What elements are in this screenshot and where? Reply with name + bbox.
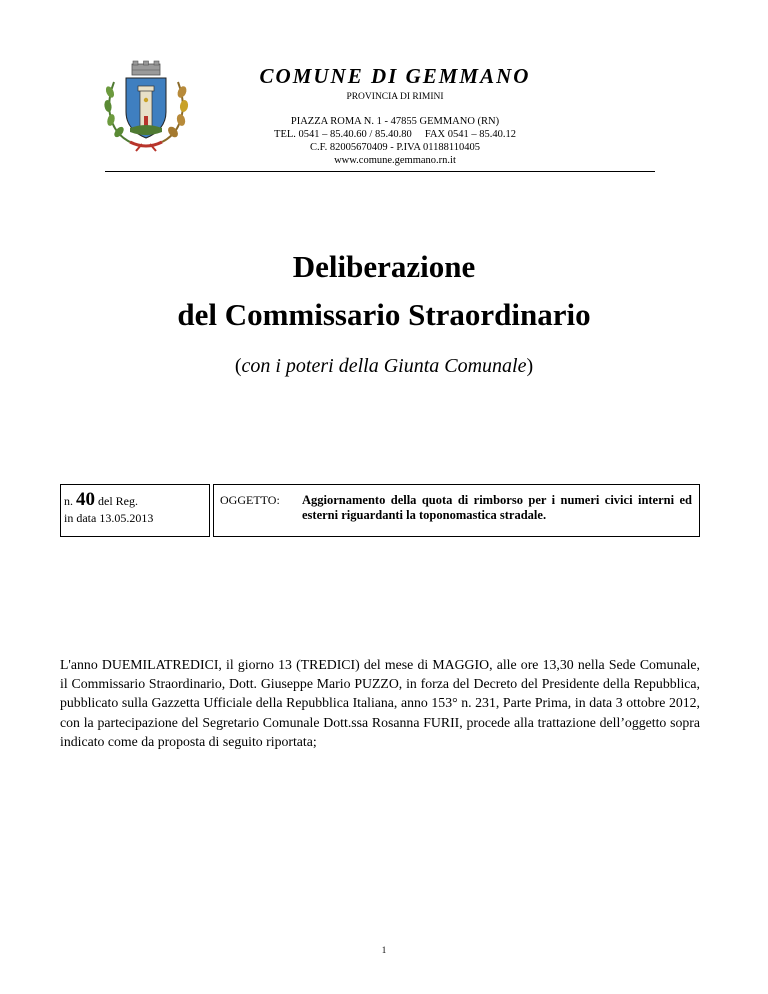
letterhead <box>200 64 590 167</box>
subtitle-text: con i poteri della Giunta Comunale <box>241 355 527 377</box>
municipal-coat-of-arms-icon <box>100 60 192 152</box>
subject-label: OGGETTO: <box>220 493 280 507</box>
subtitle-open-paren: ( <box>234 355 242 377</box>
document-subtitle <box>0 355 768 378</box>
register-date: in data 13.05.2013 <box>64 511 154 525</box>
register-suffix: del Reg. <box>98 494 138 508</box>
contact-block <box>200 115 590 167</box>
phone-label: TEL. <box>274 129 296 140</box>
town-name: COMUNE DI GEMMANO <box>259 64 531 88</box>
subject-box <box>213 484 700 537</box>
phone-number: 0541 – 85.40.60 / 85.40.80 <box>298 129 412 140</box>
register-number-line <box>64 491 209 510</box>
body-year-word: DUEMILATREDICI <box>101 657 219 672</box>
register-number: 40 <box>76 489 95 510</box>
deliberation-body <box>60 655 700 751</box>
fax-number: 0541 – 85.40.12 <box>447 129 516 140</box>
register-prefix: n. <box>64 494 73 508</box>
body-text: , il giorno 13 (TREDICI) del mese di MAGGIO, alle ore 13,30 nella Sede Comunale, il Commissario Straordinario, Dott. Giuseppe Mario PUZZO, in forza del Decreto del Presidente della Repubblica, pubblicato sulla Gazzetta Ufficiale della Repubblica Italiana, anno 153° n. 231, Parte Prima, in data 3 ottobre 2012, con la partecipazione del Segretario Comunale Dott.ssa Rosanna FURII, procede alla trattazione dell’oggetto sopra indicato come da proposta di seguito riportata; <box>60 657 700 749</box>
subtitle-close-paren: ) <box>526 355 534 377</box>
page-number: 1 <box>381 945 387 955</box>
subject-text: Aggiornamento della quota di rimborso per i numeri civici interni ed esterni riguardanti la toponomastica stradale. <box>302 493 692 522</box>
phone-fax-line <box>200 128 590 141</box>
fax-label: FAX <box>424 129 446 140</box>
document-title: Deliberazione <box>292 249 476 284</box>
website-link[interactable]: www.comune.gemmano.rn.it <box>334 155 456 166</box>
province-name: PROVINCIA DI RIMINI <box>346 92 444 102</box>
address-line: PIAZZA ROMA N. 1 - 47855 GEMMANO (RN) <box>290 116 500 127</box>
register-box <box>60 484 210 537</box>
tax-id-line: C.F. 82005670409 - P.IVA 01188110405 <box>310 142 480 153</box>
document-title-line2: del Commissario Straordinario <box>177 297 591 332</box>
header-divider <box>105 171 655 172</box>
body-lead: L'anno <box>60 657 98 672</box>
